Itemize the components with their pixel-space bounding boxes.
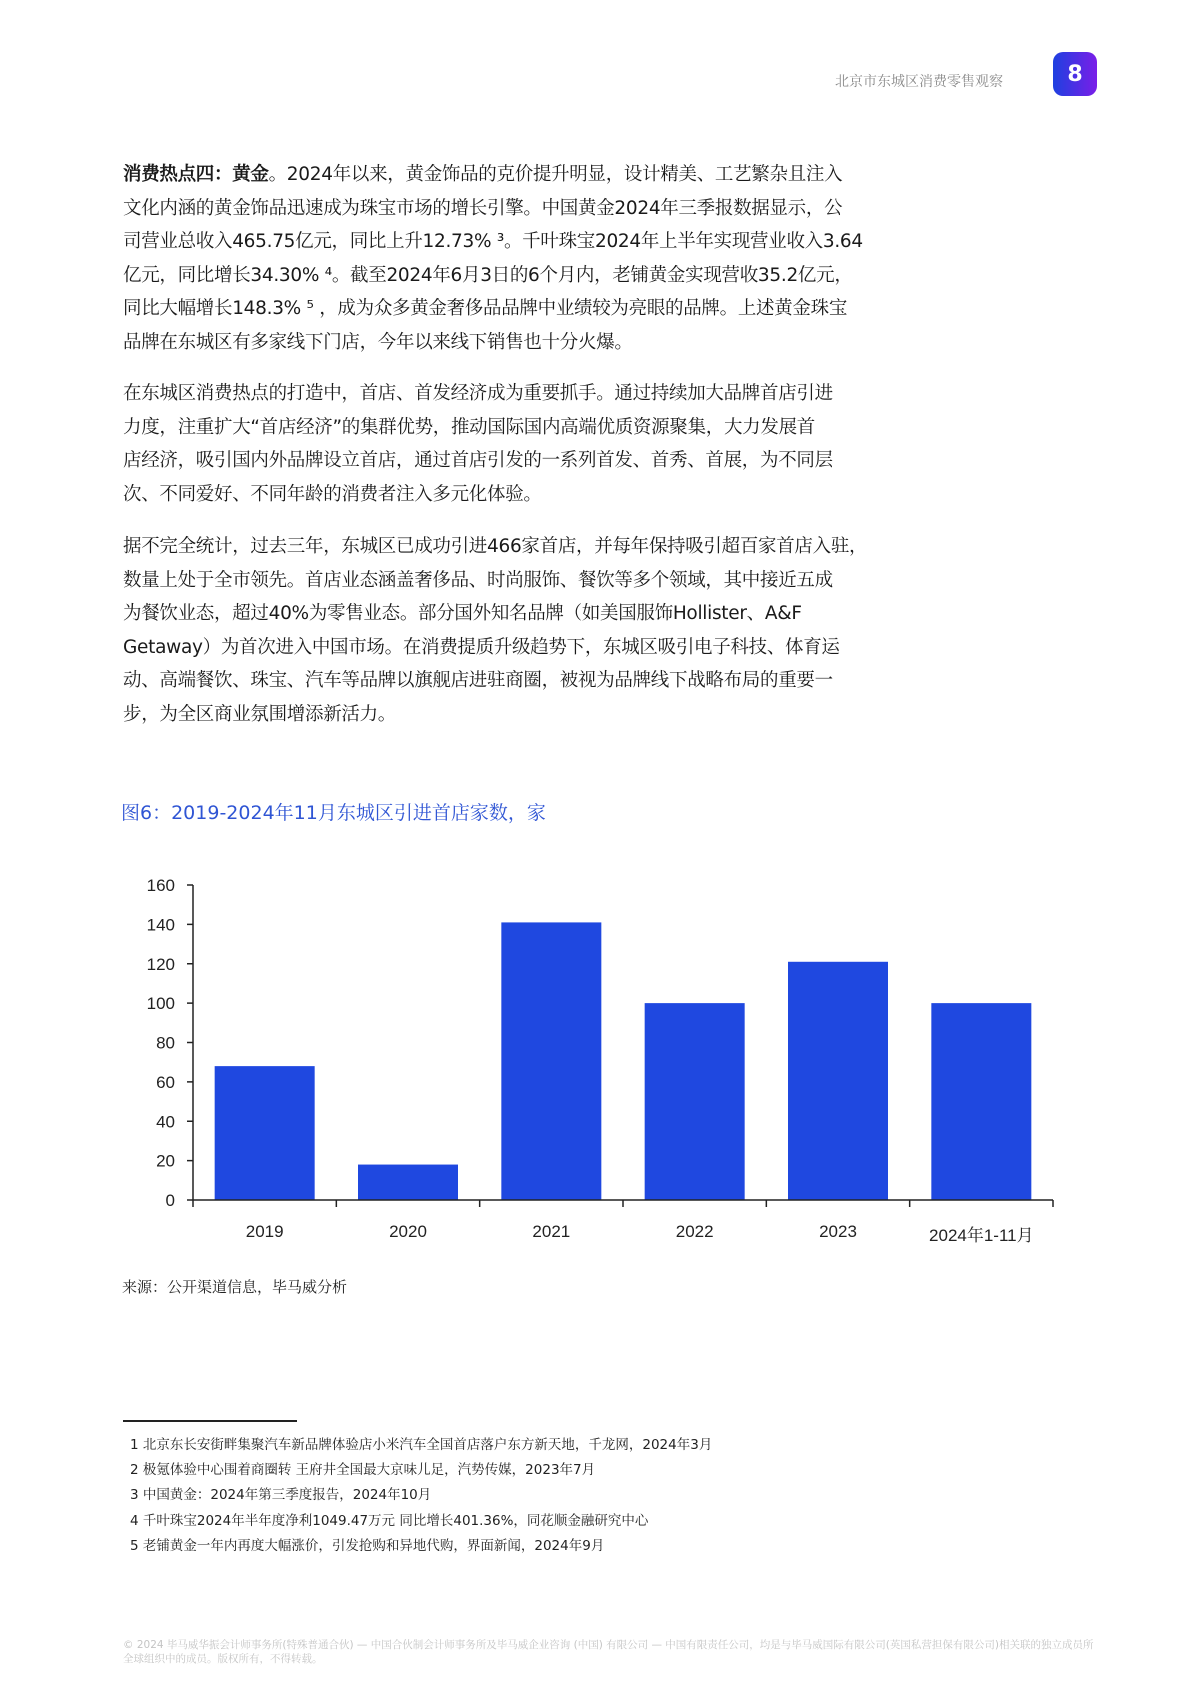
text-line: 。2024年以来，黄金饰品的克价提升明显，设计精美、工艺繁杂且注入 (268, 164, 843, 185)
footnote: 4 千叶珠宝2024年半年度净利1049.47万元 同比增长401.36%，同花顺金融研究中心 (130, 1513, 649, 1529)
footnote-divider (123, 1420, 297, 1422)
text-line: 据不完全统计，过去三年，东城区已成功引进466家首店，并每年保持吸引超百家首店入驻， (123, 536, 868, 557)
bar-2022 (645, 1003, 745, 1200)
y-tick-label: 60 (156, 1072, 175, 1092)
y-tick-label: 100 (146, 994, 175, 1014)
y-tick-label: 120 (146, 954, 175, 974)
y-tick-label: 40 (156, 1112, 175, 1132)
x-tick-label: 2023 (819, 1222, 857, 1241)
text-line: 动、高端餐饮、珠宝、汽车等品牌以旗舰店进驻商圈，被视为品牌线下战略布局的重要一 (123, 670, 833, 692)
bar-2024年1-11月 (931, 1003, 1031, 1200)
text-line: 店经济，吸引国内外品牌设立首店，通过首店引发的一系列首发、首秀、首展，为不同层 (123, 450, 833, 472)
y-tick-label: 0 (165, 1191, 175, 1210)
text-line: 同比大幅增长148.3% ⁵ ，成为众多黄金奢侈品品牌中业绩较为亮眼的品牌。上述黄金珠宝 (123, 298, 848, 320)
report-title: 北京市东城区消费零售观察 (835, 74, 1003, 90)
y-tick-label: 160 (146, 876, 175, 895)
text-line: 亿元，同比增长34.30% ⁴。截至2024年6月3日的6个月内，老铺黄金实现营收35.2亿元， (123, 264, 853, 286)
text-line: 数量上处于全市领先。首店业态涵盖奢侈品、时尚服饰、餐饮等多个领域，其中接近五成 (123, 569, 833, 591)
footnote: 3 中国黄金：2024年第三季度报告，2024年10月 (130, 1487, 432, 1503)
footnote: 1 北京东长安街畔集聚汽车新品牌体验店小米汽车全国首店落户东方新天地，千龙网，2024年3月 (130, 1437, 713, 1453)
bar-2023 (788, 962, 888, 1200)
page-number-badge: 8 (1053, 52, 1097, 96)
text-line: 为餐饮业态，超过40%为零售业态。部分国外知名品牌（如美国服饰Hollister、A&F (123, 603, 802, 625)
text-line: 力度，注重扩大“首店经济”的集群优势，推动国际国内高端优质资源聚集，大力发展首 (123, 416, 815, 438)
text-line: 在东城区消费热点的打造中，首店、首发经济成为重要抓手。通过持续加大品牌首店引进 (123, 383, 833, 404)
footnote: 2 极氪体验中心围着商圈转 王府井全国最大京味儿足，汽势传媒，2023年7月 (130, 1462, 596, 1478)
x-tick-label: 2020 (389, 1222, 427, 1241)
x-tick-label: 2024年1-11月 (929, 1226, 1034, 1245)
text-line: 文化内涵的黄金饰品迅速成为珠宝市场的增长引擎。中国黄金2024年三季报数据显示，公 (123, 197, 843, 219)
x-tick-label: 2022 (675, 1222, 714, 1241)
y-tick-label: 20 (156, 1151, 175, 1171)
paragraph-lead: 消费热点四：黄金 (123, 164, 269, 185)
text-line: 品牌在东城区有多家线下门店，今年以来线下销售也十分火爆。 (123, 331, 633, 353)
x-tick-label: 2019 (245, 1222, 284, 1241)
copyright-notice: © 2024 毕马威华振会计师事务所(特殊普通合伙) — 中国合伙制会计师事务所及毕马威企业咨询 (中国) 有限公司 — 中国有限责任公司，均是与毕马威国际有限公司(英国私营担保有限公司)相关联的独立成员所全球组织中的成员。版权所有，不得转载。 (123, 1639, 1094, 1665)
text-line: Getaway）为首次进入中国市场。在消费提质升级趋势下，东城区吸引电子科技、体育运 (123, 636, 840, 658)
y-tick-label: 80 (156, 1033, 175, 1053)
text-line: 步，为全区商业氛围增添新活力。 (123, 703, 397, 725)
footnote: 5 老铺黄金一年内再度大幅涨价，引发抢购和异地代购，界面新闻，2024年9月 (130, 1538, 605, 1554)
x-tick-label: 2021 (532, 1222, 571, 1241)
bar-2019 (215, 1066, 315, 1200)
chart-title: 图6：2019-2024年11月东城区引进首店家数，家 (121, 802, 546, 824)
text-line: 次、不同爱好、不同年龄的消费者注入多元化体验。 (123, 483, 542, 505)
bar-2021 (501, 922, 601, 1200)
text-line: 司营业总收入465.75亿元，同比上升12.73% ³。千叶珠宝2024年上半年实现营业收入3.64 (123, 231, 863, 253)
bar-2020 (358, 1165, 458, 1200)
y-tick-label: 140 (146, 915, 175, 935)
chart-source: 来源：公开渠道信息，毕马威分析 (122, 1278, 348, 1296)
